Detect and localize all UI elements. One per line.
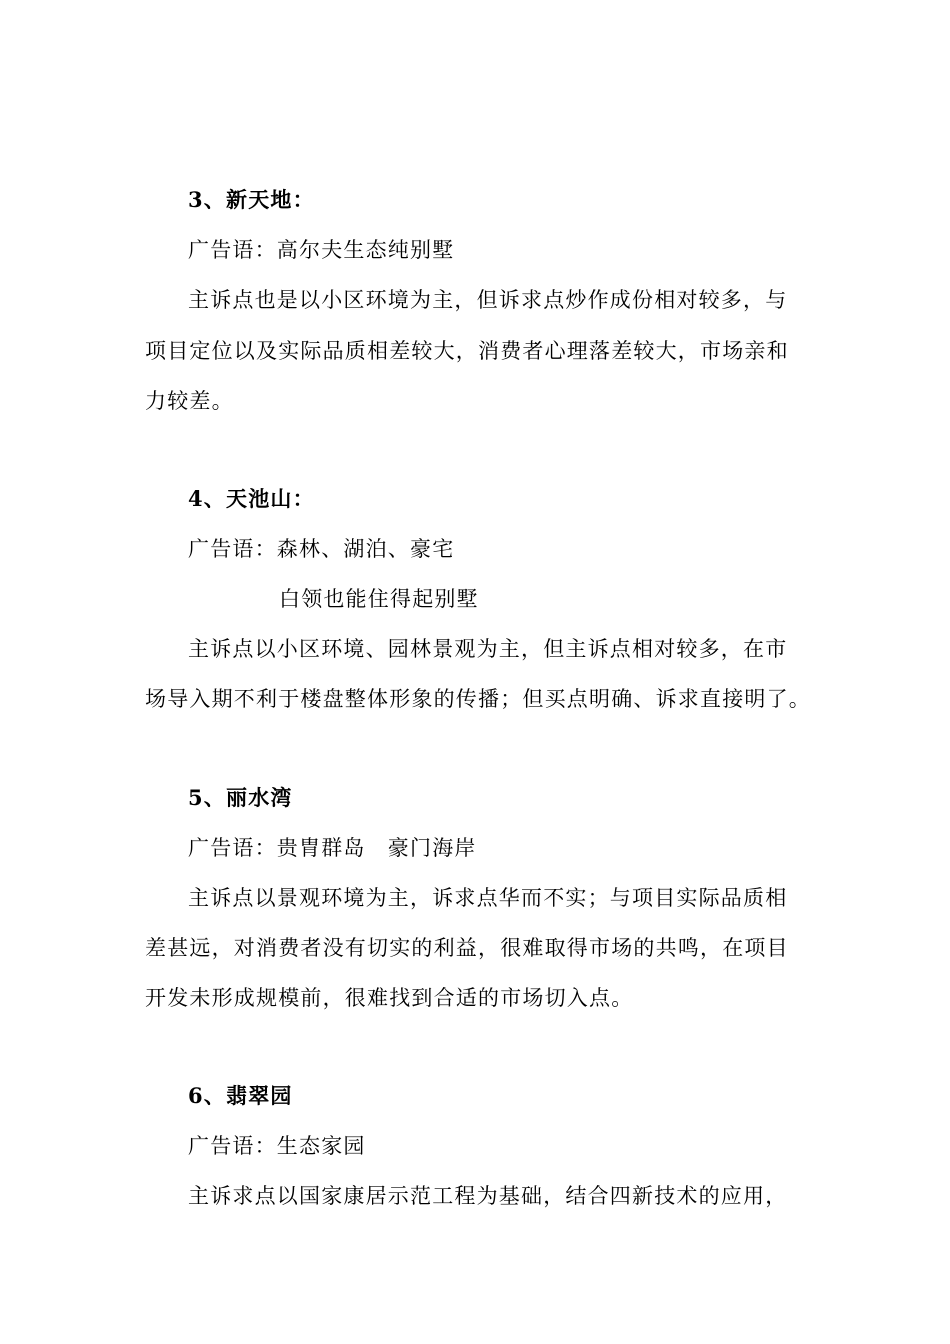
body-line: 主诉点也是以小区环境为主，但诉求点炒作成份相对较多，与 <box>188 288 788 312</box>
body-line: 力较差。 <box>145 389 234 413</box>
section-heading: 5、丽水湾 <box>188 785 293 810</box>
slogan-line: 广告语：生态家园 <box>188 1134 366 1158</box>
slogan-line: 广告语：高尔夫生态纯别墅 <box>188 238 455 262</box>
body-line: 差甚远，对消费者没有切实的利益，很难取得市场的共鸣，在项目 <box>145 936 789 960</box>
slogan-line: 广告语：贵胄群岛 豪门海岸 <box>188 836 477 860</box>
section-heading: 6、翡翠园 <box>188 1083 293 1108</box>
slogan-continuation: 白领也能住得起别墅 <box>279 587 479 611</box>
slogan-line: 广告语：森林、湖泊、豪宅 <box>188 537 455 561</box>
body-line: 场导入期不利于楼盘整体形象的传播；但买点明确、诉求直接明了。 <box>145 687 811 711</box>
section-heading: 4、天池山： <box>188 486 315 511</box>
body-line: 项目定位以及实际品质相差较大，消费者心理落差较大，市场亲和 <box>145 339 789 363</box>
body-line: 主诉求点以国家康居示范工程为基础，结合四新技术的应用， <box>188 1184 788 1208</box>
section-heading: 3、新天地： <box>188 187 315 212</box>
body-line: 开发未形成规模前，很难找到合适的市场切入点。 <box>145 986 634 1010</box>
body-line: 主诉点以景观环境为主，诉求点华而不实；与项目实际品质相 <box>188 886 788 910</box>
body-line: 主诉点以小区环境、园林景观为主，但主诉点相对较多，在市 <box>188 637 788 661</box>
